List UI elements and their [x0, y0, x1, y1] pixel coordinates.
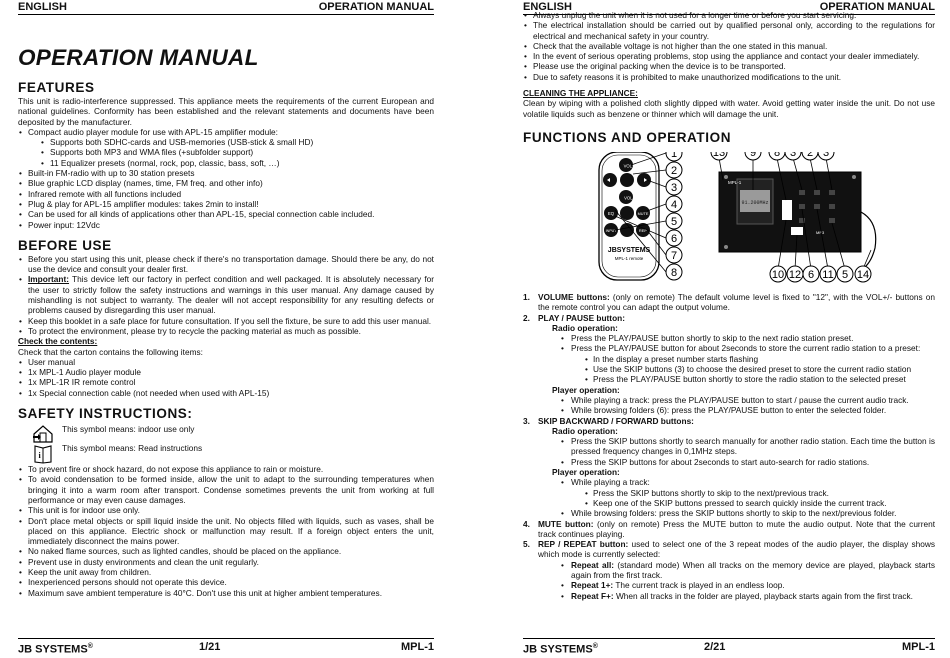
remote-callout: 5 [670, 215, 678, 228]
remote-label-eq: EQ [607, 210, 615, 216]
panel-badge: MP3 [816, 229, 825, 235]
remote-label-vol-minus: VOL- [624, 195, 634, 201]
panel-cable [861, 212, 876, 270]
function-bullet: • Press the SKIP buttons shortly to skip to the next/previous track. [523, 488, 935, 498]
function-item: 3. SKIP BACKWARD / FORWARD buttons: [523, 415, 694, 426]
features-list [18, 127, 434, 230]
panel-callout-top: 2 [806, 151, 814, 159]
safety-item: • The electrical installation should be carried out by qualified personal only, according to the regulations for electrical and mechanical safety in your country. [523, 20, 935, 41]
panel-callout-bottom: 11 [822, 268, 834, 281]
safety-item: • Maximum save ambient temperature is 40°C. Don't use this unit at higher ambient temperatures. [18, 588, 434, 598]
panel-callout-bottom: 6 [807, 268, 815, 281]
header-title: OPERATION MANUAL [318, 1, 434, 13]
function-bullet: • Press the PLAY/PAUSE button for about 2seconds to store the current radio station to a preset: [523, 343, 935, 353]
safety-item: • Always unplug the unit when it is not used for a longer time or before you start servicing. [523, 10, 935, 20]
safety-item: • No naked flame sources, such as lighted candles, should be placed on the appliance. [18, 546, 434, 556]
check-contents-heading: Check the contents: [18, 336, 98, 347]
safety-item: • Don't place metal objects or spill liquid inside the unit. No objects filled with liquids, such as vases, shall be placed on this appliance. Electric shock or malfunction may result. If a foreign object enters the unit, immediately disconnect the mains power. [18, 516, 434, 547]
feature-item: • Plug & play for APL-15 amplifier modules: takes 2min to install! [18, 199, 434, 209]
safety-item: • Check that the available voltage is not higher than the one stated in this manual. [523, 41, 935, 51]
panel-callout-top: 13 [712, 151, 726, 159]
symbols-block [18, 424, 434, 464]
before-use-item: • Before you start using this unit, please check if there's no transportation damage. Should there be any, do not use the device and consult your dealer first. [18, 254, 434, 275]
feature-subitem: • Supports both MP3 and WMA files (+subfolder support) [18, 147, 434, 157]
footer-page-number: 1/21 [199, 641, 221, 653]
function-subheading: Player operation: [552, 384, 620, 395]
check-contents-intro: Check that the carton contains the following items: [18, 346, 203, 357]
function-bullet: • Repeat all: (standard mode) When all tracks on the memory device are played, playback starts again from the first track. [523, 560, 935, 581]
panel-usb-port [782, 200, 792, 220]
function-bullet: • In the display a preset number starts flashing [523, 354, 935, 364]
page-2 [523, 0, 935, 654]
contents-item: • 1x MPL-1R IR remote control [18, 377, 434, 387]
safety-heading: SAFETY INSTRUCTIONS: [18, 406, 193, 422]
feature-subitem: • Supports both SDHC-cards and USB-memories (USB-stick & small HD) [18, 137, 434, 147]
svg-text:i: i [38, 451, 41, 461]
device-illustrations [523, 152, 935, 284]
remote-callout: 2 [670, 164, 678, 177]
panel-callout-top: 8 [773, 151, 781, 159]
function-item: 4. MUTE button: (only on remote) Press the MUTE button to mute the audio output. Note that the current track continues playing. [523, 518, 935, 539]
panel-callout-bottom: 12 [788, 268, 802, 281]
panel-callout-top: 3 [789, 151, 797, 159]
before-use-heading: BEFORE USE [18, 237, 112, 253]
panel-callout-top: 9 [749, 151, 757, 159]
feature-item: • Compact audio player module for use with APL-15 amplifier module: [18, 127, 434, 137]
remote-label-input: INPUT [605, 228, 617, 233]
remote-label-rep: REP [638, 227, 648, 233]
features-heading: FEATURES [18, 80, 95, 95]
symbol-indoor-text: This symbol means: indoor use only [62, 424, 195, 435]
remote-callout: 8 [670, 266, 678, 279]
safety-list-continued [523, 10, 935, 82]
panel-model-label: MPL-1 [728, 179, 742, 185]
contents-list [18, 357, 434, 398]
function-subheading: Radio operation: [552, 322, 618, 333]
remote-callout: 4 [670, 198, 678, 211]
function-bullet: • Repeat 1+: The current track is played in an endless loop. [523, 580, 935, 590]
footer-model: MPL-1 [902, 641, 935, 653]
panel-callout-bottom: 14 [856, 268, 870, 281]
feature-item: • Built-in FM-radio with up to 30 station presets [18, 168, 434, 178]
header-language: ENGLISH [18, 1, 67, 13]
cleaning-heading: CLEANING THE APPLIANCE: [523, 88, 638, 99]
feature-item: • Can be used for all kinds of applications other than APL-15, special connection cable included. [18, 209, 434, 219]
feature-item: • Blue graphic LCD display (names, time, FM freq. and other info) [18, 178, 434, 188]
function-subheading: Player operation: [552, 467, 620, 478]
safety-item: • To prevent fire or shock hazard, do not expose this appliance to rain or moisture. [18, 464, 434, 474]
remote-control-image [599, 152, 659, 280]
before-use-item: • Keep this booklet in a safe place for future consultation. If you sell the fixture, be sure to add this user manual. [18, 316, 434, 326]
page-footer [18, 638, 434, 655]
function-item: 1. VOLUME buttons: (only on remote) The default volume level is fixed to "12", with the VOL+/- buttons on the remote control you can adapt the output volume. [523, 291, 935, 313]
function-bullet: • Press the PLAY/PAUSE button shortly to skip to the next radio station preset. [523, 333, 935, 343]
feature-subitem: • 11 Equalizer presets (normal, rock, pop, classic, bass, soft, …) [18, 158, 434, 168]
figures [523, 152, 935, 284]
panel-callout-top: 3 [822, 151, 830, 159]
function-bullet: • While browsing folders: press the SKIP buttons shortly to skip to the next/previous folder. [523, 508, 935, 518]
function-bullet: • Press the SKIP buttons for about 2seconds to start auto-search for radio stations. [523, 457, 935, 467]
before-use-item: • Important: This device left our factory in perfect condition and well packaged. It is absolutely necessary for the user to strictly follow the safety instructions and warnings in this user manual. Any damage caused by mishandling is not subject to warranty. The dealer will not accept responsibility for any resulting defects or problems caused by disregarding this user manual. [18, 274, 434, 315]
contents-item: • User manual [18, 357, 434, 367]
safety-item: • In the event of serious operating problems, stop using the appliance and contact your dealer immediately. [523, 51, 935, 61]
footer-brand: JB SYSTEMS® [523, 643, 598, 656]
header-language: ENGLISH [523, 1, 572, 13]
safety-item: • This unit is for indoor use only. [18, 505, 434, 515]
footer-model: MPL-1 [401, 641, 434, 653]
function-item: 2. PLAY / PAUSE button: [523, 312, 625, 323]
remote-model: MPL-1 remote [614, 255, 644, 261]
contents-item: • 1x Special connection cable (not needed when used with APL-15) [18, 388, 434, 398]
before-use-item: • To protect the environment, please try to recycle the packing material as much as possible. [18, 326, 434, 336]
safety-item: • Due to safety reasons it is prohibited to make unauthorized modifications to the unit. [523, 72, 935, 82]
feature-item: • Infrared remote with all functions included [18, 189, 434, 199]
remote-callout: 7 [670, 249, 678, 262]
indoor-use-icon [32, 424, 54, 464]
safety-list [18, 464, 434, 598]
function-bullet: • While playing a track: [523, 477, 935, 487]
panel-callout-bottom: 10 [771, 268, 785, 281]
footer-brand: JB SYSTEMS® [18, 643, 93, 656]
function-bullet: • Press the PLAY/PAUSE button shortly to store the radio station to the selected preset [523, 374, 935, 384]
safety-item: • To avoid condensation to be formed inside, allow the unit to adapt to the surrounding temperatures when bringing it into a warm room after transport. Condense sometimes prevents the unit from working at full performance or may even cause damages. [18, 474, 434, 505]
symbol-read-text: This symbol means: Read instructions [62, 443, 203, 454]
feature-item: • Power input: 12Vdc [18, 220, 434, 230]
page-header [18, 0, 434, 15]
function-bullet: • Use the SKIP buttons (3) to choose the desired preset to store the current radio station [523, 364, 935, 374]
panel-callout-bottom: 5 [841, 268, 849, 281]
functions-heading: FUNCTIONS AND OPERATION [523, 129, 732, 145]
document-title: OPERATION MANUAL [18, 45, 259, 70]
remote-label-vol-plus: VOL+ [623, 163, 635, 169]
page-1 [18, 0, 434, 654]
important-label: Important: [28, 274, 70, 285]
remote-label-mute: MUTE [637, 211, 649, 216]
footer-page-number: 2/21 [704, 641, 726, 653]
remote-callout: 1 [670, 151, 678, 160]
safety-item: • Inexperienced persons should not operate this device. [18, 577, 434, 587]
remote-play-button [620, 173, 634, 187]
panel-display-text: 91.200MHz [741, 199, 769, 206]
safety-item: • Keep the unit away from children. [18, 567, 434, 577]
function-subheading: Radio operation: [552, 425, 618, 436]
function-bullet: • While playing a track: press the PLAY/PAUSE button to start / pause the current audio track. [523, 395, 935, 405]
safety-item: • Prevent use in dusty environments and clean the unit regularly. [18, 557, 434, 567]
page-footer [523, 638, 935, 655]
function-item: 5. REP / REPEAT button: used to select one of the 3 repeat modes of the audio player, the display shows which mode is currently selected: [523, 539, 936, 560]
features-intro: This unit is radio-interference suppressed. This appliance meets the requirements of the current European and national guidelines. Conformity has been established and the relevant statements and documents have been deposited by the manufacturer. [18, 96, 434, 127]
function-bullet: • While browsing folders (6): press the PLAY/PAUSE button to enter the selected folder. [523, 405, 935, 415]
header-title: OPERATION MANUAL [819, 1, 935, 13]
function-bullet: • Repeat F+: When all tracks in the folder are played, playback starts again from the first track. [523, 591, 935, 601]
remote-callout: 6 [670, 232, 678, 245]
contents-item: • 1x MPL-1 Audio player module [18, 367, 434, 377]
function-bullet: • Keep one of the SKIP buttons pressed to search quickly inside the current track. [523, 498, 935, 508]
remote-brand: JBSYSTEMS [607, 246, 651, 254]
function-bullet: • Press the SKIP buttons shortly to search manually for another radio station. Each time the button is pressed frequency changes in 0,1MHz steps. [523, 436, 935, 457]
functions-list [523, 292, 935, 601]
cleaning-text: Clean by wiping with a polished cloth slightly dipped with water. Avoid getting water inside the unit. Do not use volatile liquids such as benzene or thinner which will damage the unit. [523, 98, 935, 119]
panel-unit-image [719, 172, 876, 270]
safety-item: • Please use the original packing when the device is to be transported. [523, 61, 935, 71]
remote-callout: 3 [670, 181, 678, 194]
before-use-list [18, 254, 434, 336]
